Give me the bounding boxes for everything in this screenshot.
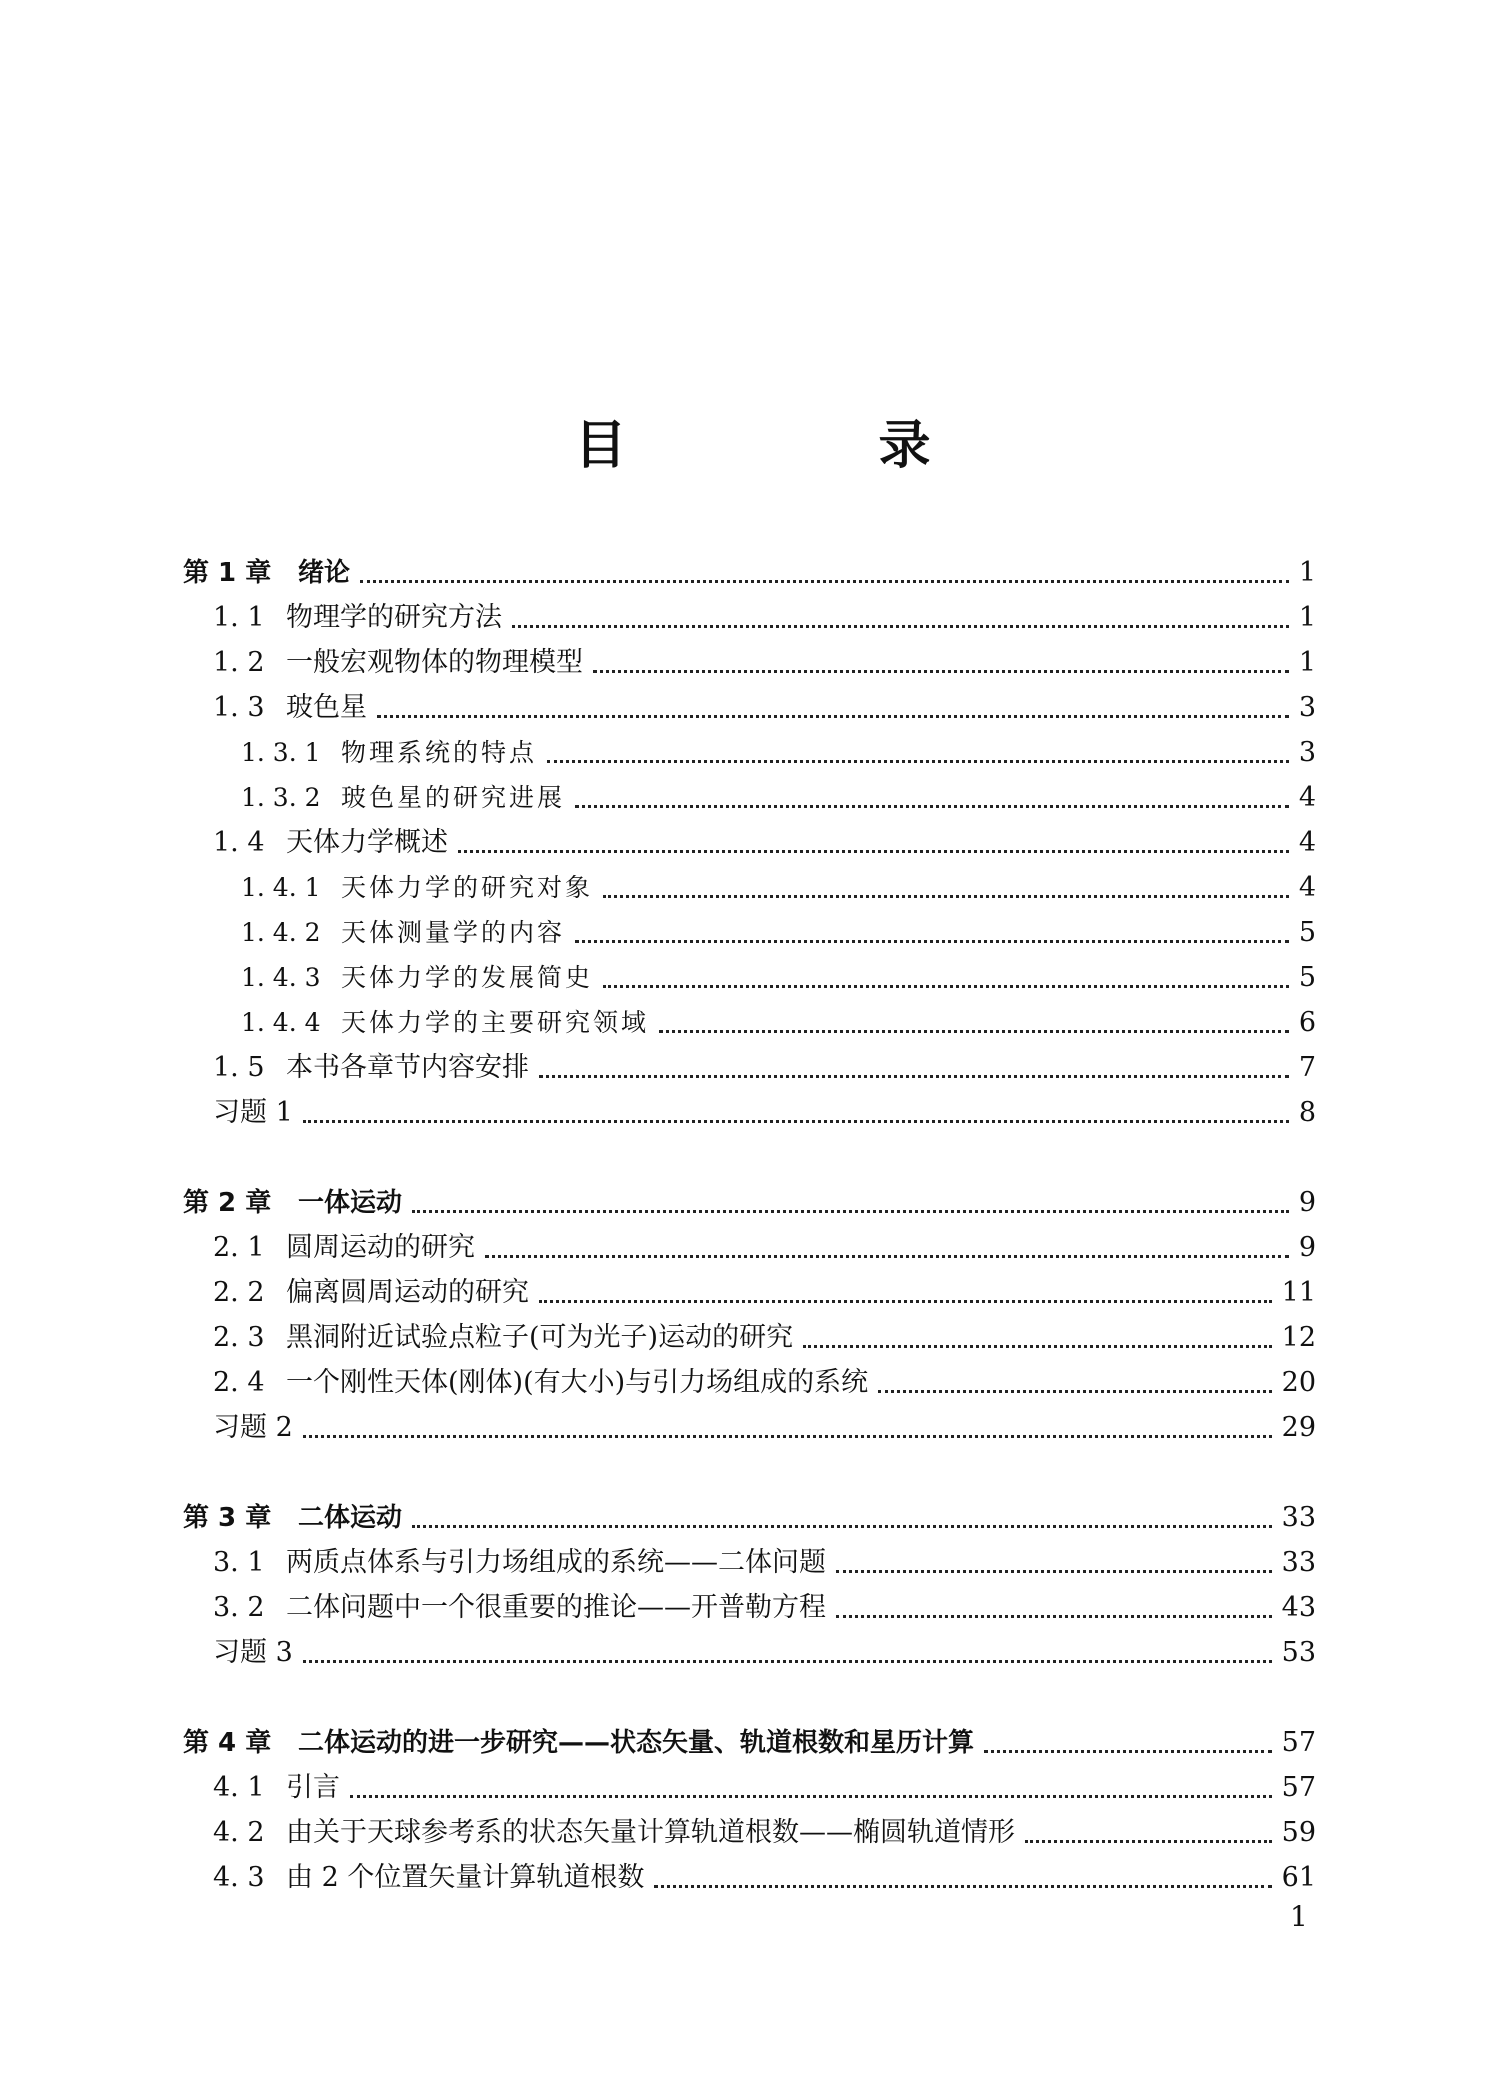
toc-entry-row[interactable]: [183, 1273, 1316, 1313]
toc-entry-number: 2. 3: [213, 1322, 265, 1353]
toc-entry-number: 1. 3. 2: [241, 783, 321, 812]
toc-page-number: 1: [1298, 647, 1316, 678]
toc-entry-number: 1. 3: [213, 692, 265, 723]
toc-entry-title: 一体运动: [298, 1188, 403, 1218]
toc-page-number: 43: [1281, 1592, 1316, 1623]
toc-entry-title: 二体运动: [298, 1503, 403, 1533]
toc-entry-row[interactable]: [183, 598, 1316, 638]
toc-entry-title: 物理学的研究方法: [286, 602, 502, 633]
dot-leader: [360, 580, 1289, 583]
toc-entry-number: 4. 3: [213, 1862, 265, 1893]
toc-entry-number: 3. 1: [213, 1547, 265, 1578]
toc-page-number: 3: [1298, 737, 1316, 768]
toc-page-number: 1: [1298, 557, 1316, 588]
toc-entry-title: 偏离圆周运动的研究: [286, 1277, 529, 1308]
toc-entry-title: 由 2 个位置矢量计算轨道根数: [286, 1862, 645, 1893]
toc-entry-title: 玻色星: [286, 692, 367, 723]
dot-leader: [539, 1300, 1272, 1303]
dot-leader: [803, 1345, 1272, 1348]
toc-entry-row[interactable]: [183, 1858, 1316, 1898]
toc-entry-number: 3. 2: [213, 1592, 265, 1623]
toc-entry-row[interactable]: [183, 778, 1316, 818]
page-title: 目 录: [574, 416, 1031, 476]
dot-leader: [654, 1885, 1271, 1888]
toc-entry-number: 4. 1: [213, 1772, 265, 1803]
toc-entry-row[interactable]: [183, 733, 1316, 773]
toc-chapter-row[interactable]: [183, 1183, 1316, 1223]
dot-leader: [350, 1795, 1272, 1798]
dot-leader: [539, 1075, 1289, 1078]
toc-entry-number: 第 3 章: [183, 1503, 272, 1533]
dot-leader: [603, 985, 1289, 988]
toc-entry-title: 绪论: [298, 558, 351, 588]
toc-exercise-row[interactable]: [183, 1093, 1316, 1133]
toc-entry-title: 天体测量学的内容: [341, 918, 566, 947]
toc-entry-number: 4. 2: [213, 1817, 265, 1848]
toc-entry-title: 一般宏观物体的物理模型: [286, 647, 583, 678]
toc-entry-title: 一个刚性天体(刚体)(有大小)与引力场组成的系统: [286, 1367, 869, 1398]
toc-entry-title: 习题 3: [213, 1637, 293, 1668]
toc-page-number: 5: [1298, 962, 1316, 993]
toc-entry-title: 天体力学的主要研究领域: [341, 1008, 650, 1037]
toc-entry-title: 物理系统的特点: [341, 738, 538, 767]
toc-entry-row[interactable]: [183, 1318, 1316, 1358]
dot-leader: [485, 1255, 1289, 1258]
toc-entry-title: 天体力学概述: [286, 827, 448, 858]
toc-page-number: 12: [1281, 1322, 1316, 1353]
toc-entry-number: 1. 4. 3: [241, 963, 321, 992]
dot-leader: [303, 1660, 1272, 1663]
dot-leader: [603, 895, 1289, 898]
toc-chapter-row[interactable]: [183, 1723, 1316, 1763]
toc-page-number: 9: [1298, 1187, 1316, 1218]
toc-entry-row[interactable]: [183, 1363, 1316, 1403]
dot-leader: [377, 715, 1289, 718]
toc-entry-number: 1. 3. 1: [241, 738, 321, 767]
dot-leader: [547, 760, 1289, 763]
toc-entry-row[interactable]: [183, 688, 1316, 728]
toc-entry-row[interactable]: [183, 1543, 1316, 1583]
toc-page-number: 20: [1281, 1367, 1316, 1398]
toc-entry-number: 1. 2: [213, 647, 265, 678]
dot-leader: [458, 850, 1289, 853]
dot-leader: [575, 805, 1289, 808]
dot-leader: [512, 625, 1289, 628]
toc-entry-title: 黑洞附近试验点粒子(可为光子)运动的研究: [286, 1322, 794, 1353]
toc-entry-row[interactable]: [183, 1588, 1316, 1628]
toc-entry-row[interactable]: [183, 1003, 1316, 1043]
dot-leader: [303, 1435, 1272, 1438]
toc-page-number: 11: [1281, 1277, 1316, 1308]
toc-entry-number: 1. 4: [213, 827, 265, 858]
toc-entry-title: 圆周运动的研究: [286, 1232, 475, 1263]
toc-page-number: 33: [1281, 1547, 1316, 1578]
toc-page-number: 57: [1281, 1727, 1316, 1758]
toc-entry-row[interactable]: [183, 823, 1316, 863]
page-number: 1: [1290, 1900, 1308, 1933]
toc-page-number: 29: [1281, 1412, 1316, 1443]
toc-entry-number: 2. 4: [213, 1367, 265, 1398]
toc-entry-row[interactable]: [183, 1768, 1316, 1808]
toc-page-number: 6: [1298, 1007, 1316, 1038]
toc-page-number: 4: [1298, 782, 1316, 813]
toc-exercise-row[interactable]: [183, 1633, 1316, 1673]
toc-page-number: 8: [1298, 1097, 1316, 1128]
toc-entry-number: 2. 2: [213, 1277, 265, 1308]
toc-entry-row[interactable]: [183, 1813, 1316, 1853]
dot-leader: [836, 1615, 1272, 1618]
toc-page-number: 4: [1298, 872, 1316, 903]
dot-leader: [412, 1525, 1272, 1528]
toc-entry-number: 第 4 章: [183, 1728, 272, 1758]
toc-entry-row[interactable]: [183, 913, 1316, 953]
toc-entry-row[interactable]: [183, 1048, 1316, 1088]
toc-entry-title: 玻色星的研究进展: [341, 783, 566, 812]
toc-page-number: 4: [1298, 827, 1316, 858]
toc-page-number: 1: [1298, 602, 1316, 633]
toc-entry-number: 1. 4. 1: [241, 873, 321, 902]
toc-page-number: 61: [1281, 1862, 1316, 1893]
dot-leader: [412, 1210, 1289, 1213]
toc-page-number: 33: [1281, 1502, 1316, 1533]
toc-entry-number: 1. 4. 4: [241, 1008, 321, 1037]
dot-leader: [878, 1390, 1272, 1393]
toc-entry-title: 本书各章节内容安排: [286, 1052, 529, 1083]
toc-entry-row[interactable]: [183, 1228, 1316, 1268]
dot-leader: [836, 1570, 1272, 1573]
toc-entry-row[interactable]: [183, 958, 1316, 998]
toc-entry-title: 天体力学的发展简史: [341, 963, 594, 992]
toc-exercise-row[interactable]: [183, 1408, 1316, 1448]
toc-page-number: 9: [1298, 1232, 1316, 1263]
toc-page-number: 7: [1298, 1052, 1316, 1083]
toc-entry-title: 二体运动的进一步研究——状态矢量、轨道根数和星历计算: [298, 1728, 975, 1758]
toc-chapter-row[interactable]: [183, 1498, 1316, 1538]
toc-entry-title: 习题 1: [213, 1097, 293, 1128]
toc-entry-number: 1. 4. 2: [241, 918, 321, 947]
dot-leader: [593, 670, 1289, 673]
dot-leader: [303, 1120, 1289, 1123]
toc-entry-title: 由关于天球参考系的状态矢量计算轨道根数——椭圆轨道情形: [286, 1817, 1015, 1848]
dot-leader: [984, 1750, 1272, 1753]
toc-entry-number: 第 1 章: [183, 558, 272, 588]
toc-page-number: 59: [1281, 1817, 1316, 1848]
toc-page-number: 5: [1298, 917, 1316, 948]
dot-leader: [575, 940, 1289, 943]
dot-leader: [659, 1030, 1289, 1033]
toc-entry-title: 天体力学的研究对象: [341, 873, 594, 902]
toc-page-number: 57: [1281, 1772, 1316, 1803]
toc-entry-title: 引言: [286, 1772, 340, 1803]
toc-page-number: 53: [1281, 1637, 1316, 1668]
toc-entry-title: 二体问题中一个很重要的推论——开普勒方程: [286, 1592, 826, 1623]
toc-entry-number: 1. 1: [213, 602, 265, 633]
toc-entry-number: 1. 5: [213, 1052, 265, 1083]
dot-leader: [1025, 1840, 1272, 1843]
toc-chapter-row[interactable]: [183, 553, 1316, 593]
toc-entry-row[interactable]: [183, 643, 1316, 683]
toc-entry-row[interactable]: [183, 868, 1316, 908]
toc-page-number: 3: [1298, 692, 1316, 723]
toc-entry-number: 第 2 章: [183, 1188, 272, 1218]
toc-entry-title: 两质点体系与引力场组成的系统——二体问题: [286, 1547, 826, 1578]
toc-entry-number: 2. 1: [213, 1232, 265, 1263]
toc-entry-title: 习题 2: [213, 1412, 293, 1443]
